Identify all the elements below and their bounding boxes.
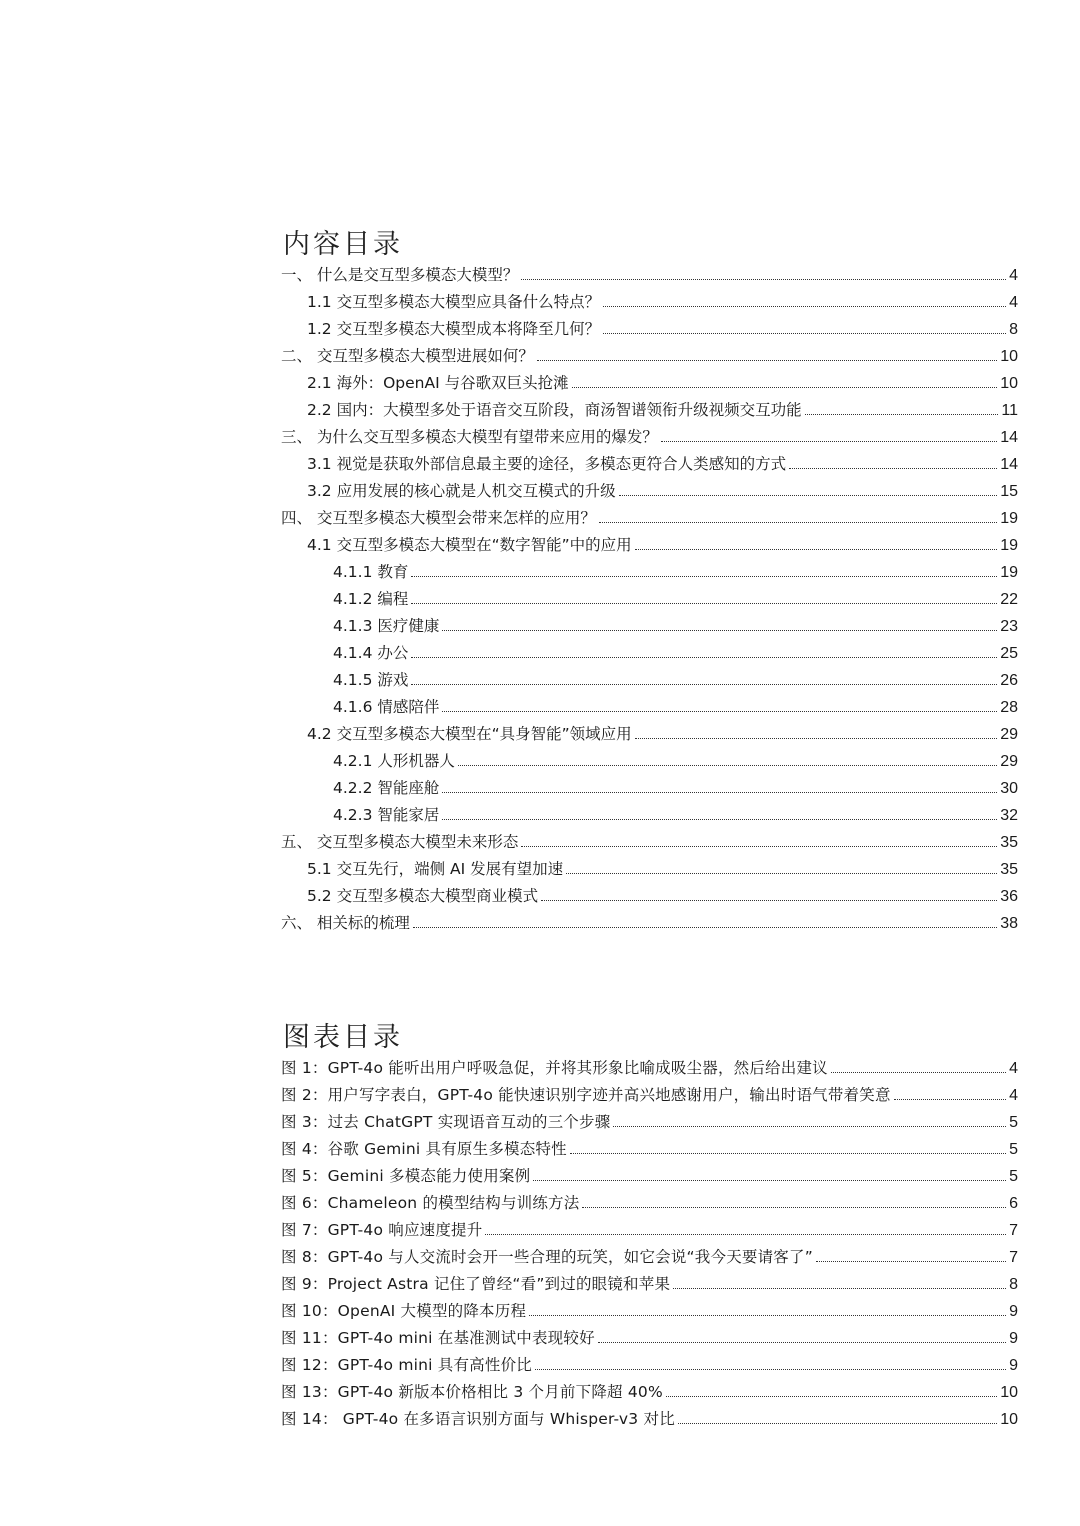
entry-label: 五、 交互型多模态大模型未来形态 — [281, 833, 519, 851]
dot-leader — [635, 737, 998, 739]
toc-entry[interactable] — [281, 884, 1018, 911]
page-number: 19 — [1000, 510, 1018, 527]
dot-leader — [535, 1368, 1006, 1370]
entry-label: 1.1 交互型多模态大模型应具备什么特点？ — [307, 293, 601, 311]
toc-entry[interactable] — [281, 452, 1018, 479]
figure-entry[interactable] — [281, 1191, 1018, 1218]
entry-label: 图 12：GPT-4o mini 具有高性价比 — [281, 1356, 532, 1374]
page-number: 5 — [1009, 1168, 1018, 1185]
dot-leader — [619, 494, 998, 496]
entry-label: 图 11：GPT-4o mini 在基准测试中表现较好 — [281, 1329, 595, 1347]
entry-label: 4.2.2 智能座舱 — [333, 779, 440, 797]
page-number: 26 — [1000, 672, 1018, 689]
dot-leader — [485, 1233, 1006, 1235]
dot-leader — [537, 359, 997, 361]
dot-leader — [831, 1071, 1006, 1073]
page-number: 29 — [1000, 753, 1018, 770]
page-number: 15 — [1000, 483, 1018, 500]
dot-leader — [805, 413, 999, 415]
entry-label: 4.1.4 办公 — [333, 644, 409, 662]
dot-leader — [521, 278, 1006, 280]
entry-label: 图 4：谷歌 Gemini 具有原生多模态特性 — [281, 1140, 567, 1158]
dot-leader — [411, 656, 997, 658]
entry-label: 2.2 国内：大模型多处于语音交互阶段，商汤智谱领衔升级视频交互功能 — [307, 401, 802, 419]
page-number: 4 — [1009, 1087, 1018, 1104]
dot-leader — [661, 440, 997, 442]
figures-title: 图表目录 — [283, 1022, 403, 1053]
page-number: 8 — [1009, 321, 1018, 338]
dot-leader — [789, 467, 997, 469]
toc-entry[interactable] — [281, 290, 1018, 317]
figure-entry[interactable] — [281, 1272, 1018, 1299]
entry-label: 图 1：GPT-4o 能听出用户呼吸急促，并将其形象比喻成吸尘器，然后给出建议 — [281, 1059, 828, 1077]
figure-entry[interactable] — [281, 1245, 1018, 1272]
entry-label: 图 5：Gemini 多模态能力使用案例 — [281, 1167, 531, 1185]
toc-entry[interactable] — [281, 425, 1018, 452]
dot-leader — [533, 1179, 1006, 1181]
dot-leader — [442, 710, 997, 712]
dot-leader — [442, 818, 997, 820]
entry-label: 一、 什么是交互型多模态大模型？ — [281, 266, 519, 284]
dot-leader — [566, 872, 997, 874]
dot-leader — [411, 575, 997, 577]
dot-leader — [521, 845, 997, 847]
entry-label: 3.1 视觉是获取外部信息最主要的途径，多模态更符合人类感知的方式 — [307, 455, 787, 473]
page-number: 19 — [1000, 537, 1018, 554]
dot-leader — [411, 683, 997, 685]
dot-leader — [582, 1206, 1006, 1208]
page-number: 9 — [1009, 1330, 1018, 1347]
page-number: 25 — [1000, 645, 1018, 662]
dot-leader — [816, 1260, 1006, 1262]
figures-list — [281, 1056, 1018, 1434]
dot-leader — [603, 332, 1006, 334]
page-number: 11 — [1001, 402, 1018, 419]
entry-label: 图 8：GPT-4o 与人交流时会开一些合理的玩笑，如它会说“我今天要请客了” — [281, 1248, 813, 1266]
page-number: 9 — [1009, 1303, 1018, 1320]
dot-leader — [572, 386, 998, 388]
entry-label: 图 3：过去 ChatGPT 实现语音互动的三个步骤 — [281, 1113, 611, 1131]
dot-leader — [458, 764, 997, 766]
entry-label: 图 9：Project Astra 记住了曾经“看”到过的眼镜和苹果 — [281, 1275, 671, 1293]
entry-label: 4.1.5 游戏 — [333, 671, 409, 689]
entry-label: 二、 交互型多模态大模型进展如何？ — [281, 347, 534, 365]
entry-label: 5.1 交互先行，端侧 AI 发展有望加速 — [307, 860, 564, 878]
page-number: 23 — [1000, 618, 1018, 635]
entry-label: 4.1 交互型多模态大模型在“数字智能”中的应用 — [307, 536, 632, 554]
toc-entry[interactable] — [281, 668, 1018, 695]
entry-label: 图 14： GPT-4o 在多语言识别方面与 Whisper-v3 对比 — [281, 1410, 675, 1428]
dot-leader — [570, 1152, 1006, 1154]
page-number: 19 — [1000, 564, 1018, 581]
toc-entry[interactable] — [281, 803, 1018, 830]
toc-entry[interactable] — [281, 560, 1018, 587]
entry-label: 2.1 海外：OpenAI 与谷歌双巨头抢滩 — [307, 374, 569, 392]
toc-entry[interactable] — [281, 344, 1018, 371]
toc-entry[interactable] — [281, 317, 1018, 344]
page-number: 5 — [1009, 1141, 1018, 1158]
entry-label: 4.1.6 情感陪伴 — [333, 698, 440, 716]
dot-leader — [413, 926, 997, 928]
page-number: 38 — [1000, 915, 1018, 932]
dot-leader — [541, 899, 997, 901]
entry-label: 4.1.3 医疗健康 — [333, 617, 440, 635]
contents-list — [281, 263, 1018, 938]
entry-label: 图 10：OpenAI 大模型的降本历程 — [281, 1302, 527, 1320]
dot-leader — [635, 548, 998, 550]
toc-entry[interactable] — [281, 506, 1018, 533]
entry-label: 图 6：Chameleon 的模型结构与训练方法 — [281, 1194, 580, 1212]
contents-title: 内容目录 — [283, 229, 403, 260]
page-number: 10 — [1000, 348, 1018, 365]
page-number: 22 — [1000, 591, 1018, 608]
page-number: 32 — [1000, 807, 1018, 824]
toc-entry[interactable] — [281, 371, 1018, 398]
dot-leader — [678, 1422, 997, 1424]
page-number: 8 — [1009, 1276, 1018, 1293]
figure-entry[interactable] — [281, 1083, 1018, 1110]
toc-entry[interactable] — [281, 614, 1018, 641]
figure-entry[interactable] — [281, 1137, 1018, 1164]
entry-label: 3.2 应用发展的核心就是人机交互模式的升级 — [307, 482, 616, 500]
page-number: 28 — [1000, 699, 1018, 716]
entry-label: 图 7：GPT-4o 响应速度提升 — [281, 1221, 483, 1239]
entry-label: 四、 交互型多模态大模型会带来怎样的应用？ — [281, 509, 596, 527]
page-number: 36 — [1000, 888, 1018, 905]
page-number: 6 — [1009, 1195, 1018, 1212]
figure-entry[interactable] — [281, 1110, 1018, 1137]
toc-entry[interactable] — [281, 911, 1018, 938]
entry-label: 三、 为什么交互型多模态大模型有望带来应用的爆发？ — [281, 428, 658, 446]
dot-leader — [666, 1395, 997, 1397]
page-number: 30 — [1000, 780, 1018, 797]
entry-label: 图 13：GPT-4o 新版本价格相比 3 个月前下降超 40% — [281, 1383, 663, 1401]
figure-entry[interactable] — [281, 1353, 1018, 1380]
toc-entry[interactable] — [281, 857, 1018, 884]
page-number: 14 — [1000, 456, 1018, 473]
toc-entry[interactable] — [281, 587, 1018, 614]
dot-leader — [442, 791, 997, 793]
entry-label: 4.2 交互型多模态大模型在“具身智能”领域应用 — [307, 725, 632, 743]
toc-entry[interactable] — [281, 776, 1018, 803]
toc-entry[interactable] — [281, 263, 1018, 290]
toc-entry[interactable] — [281, 695, 1018, 722]
dot-leader — [411, 602, 997, 604]
dot-leader — [613, 1125, 1006, 1127]
page-number: 35 — [1000, 834, 1018, 851]
entry-label: 图 2：用户写字表白，GPT-4o 能快速识别字迹并高兴地感谢用户，输出时语气带着笑意 — [281, 1086, 891, 1104]
toc-entry[interactable] — [281, 533, 1018, 560]
figure-entry[interactable] — [281, 1299, 1018, 1326]
figure-entry[interactable] — [281, 1380, 1018, 1407]
toc-entry[interactable] — [281, 641, 1018, 668]
page-number: 14 — [1000, 429, 1018, 446]
page-number: 4 — [1009, 294, 1018, 311]
entry-label: 1.2 交互型多模态大模型成本将降至几何？ — [307, 320, 601, 338]
dot-leader — [599, 521, 997, 523]
page-number: 35 — [1000, 861, 1018, 878]
page-number: 4 — [1009, 1060, 1018, 1077]
entry-label: 4.2.1 人形机器人 — [333, 752, 455, 770]
dot-leader — [442, 629, 997, 631]
dot-leader — [603, 305, 1006, 307]
page-number: 7 — [1009, 1222, 1018, 1239]
toc-entry[interactable] — [281, 722, 1018, 749]
entry-label: 六、 相关标的梳理 — [281, 914, 410, 932]
page-number: 5 — [1009, 1114, 1018, 1131]
page-number: 10 — [1000, 1411, 1018, 1428]
page-number: 4 — [1009, 267, 1018, 284]
page-number: 9 — [1009, 1357, 1018, 1374]
toc-entry[interactable] — [281, 398, 1018, 425]
figure-entry[interactable] — [281, 1164, 1018, 1191]
dot-leader — [529, 1314, 1006, 1316]
entry-label: 4.1.1 教育 — [333, 563, 409, 581]
figure-entry[interactable] — [281, 1218, 1018, 1245]
dot-leader — [673, 1287, 1006, 1289]
dot-leader — [894, 1098, 1006, 1100]
toc-entry[interactable] — [281, 479, 1018, 506]
figure-entry[interactable] — [281, 1407, 1018, 1434]
toc-entry[interactable] — [281, 830, 1018, 857]
page-number: 7 — [1009, 1249, 1018, 1266]
figure-entry[interactable] — [281, 1056, 1018, 1083]
page-number: 10 — [1000, 1384, 1018, 1401]
dot-leader — [598, 1341, 1006, 1343]
page-number: 10 — [1000, 375, 1018, 392]
page-number: 29 — [1000, 726, 1018, 743]
entry-label: 5.2 交互型多模态大模型商业模式 — [307, 887, 539, 905]
toc-entry[interactable] — [281, 749, 1018, 776]
entry-label: 4.1.2 编程 — [333, 590, 409, 608]
figure-entry[interactable] — [281, 1326, 1018, 1353]
entry-label: 4.2.3 智能家居 — [333, 806, 440, 824]
